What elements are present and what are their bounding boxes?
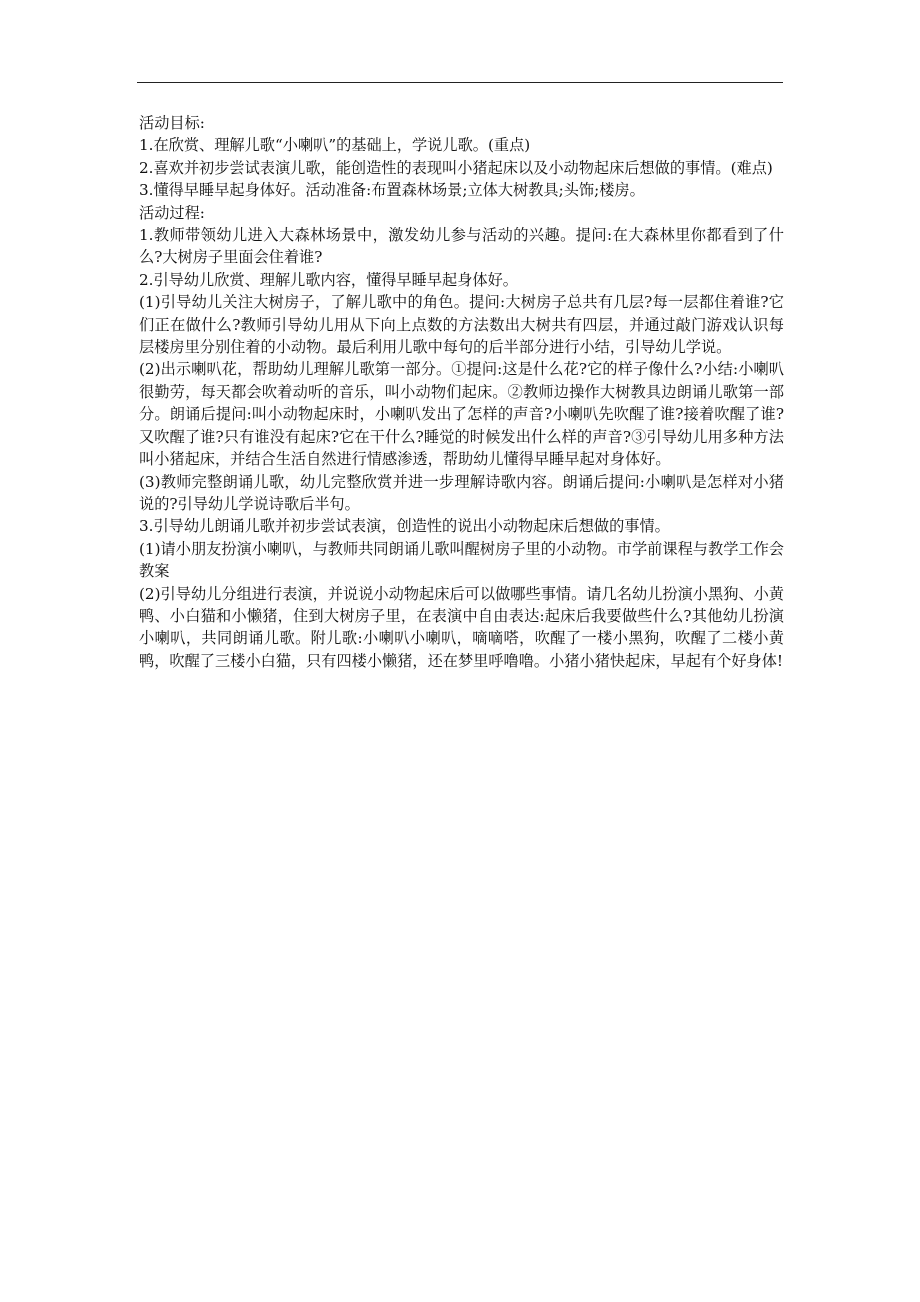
process-step-3: 3.引导幼儿朗诵儿歌并初步尝试表演，创造性的说出小动物起床后想做的事情。: [139, 517, 670, 536]
header-rule: [137, 82, 783, 83]
goal-item-1: 1.在欣赏、理解儿歌“小喇叭”的基础上，学说儿歌。(重点): [139, 136, 531, 155]
section-heading-goals: 活动目标:: [139, 114, 205, 132]
process-step-2-sub-1: (1)引导幼儿关注大树房子，了解儿歌中的角色。提问:大树房子总共有几层?每一层都住着谁?它们正在做什么?教师引导幼儿用从下向上点数的方法数出大树共有四层，并通过敲门游戏认识每层楼房里分别住着的小动物。最后利用儿歌中每句的后半部分进行小结，引导幼儿学说。: [139, 293, 784, 357]
section-heading-process: 活动过程:: [139, 203, 205, 222]
process-step-3-sub-2: (2)引导幼儿分组进行表演，并说说小动物起床后可以做哪些事情。请几名幼儿扮演小黑狗、小黄鸭、小白猫和小懒猪，住到大树房子里，在表演中自由表达:起床后我要做些什么?其他幼儿扮演小喇叭，共同朗诵儿歌。附儿歌:小喇叭小喇叭，嘀嘀嗒，吹醒了一楼小黑狗，吹醒了二楼小黄鸭，吹醒了三楼小白猫，只有四楼小懒猪，还在梦里呼噜噜。小猪小猪快起床，早起有个好身体!: [139, 584, 784, 670]
goal-item-3-and-preparation: 3.懂得早睡早起身体好。活动准备:布置森林场景;立体大树教具;头饰;楼房。: [139, 181, 645, 200]
document-body: [139, 112, 784, 672]
goal-item-2: 2.喜欢并初步尝试表演儿歌，能创造性的表现叫小猪起床以及小动物起床后想做的事情。(难点): [139, 158, 773, 177]
process-step-2: 2.引导幼儿欣赏、理解儿歌内容，懂得早睡早起身体好。: [139, 270, 518, 289]
process-step-3-sub-1: (1)请小朋友扮演小喇叭，与教师共同朗诵儿歌叫醒树房子里的小动物。市学前课程与教学工作会教案: [139, 539, 784, 581]
process-step-2-sub-3: (3)教师完整朗诵儿歌，幼儿完整欣赏并进一步理解诗歌内容。朗诵后提问:小喇叭是怎样对小猪说的?引导幼儿学说诗歌后半句。: [139, 472, 784, 513]
process-step-2-sub-2: (2)出示喇叭花，帮助幼儿理解儿歌第一部分。①提问:这是什么花?它的样子像什么?小结:小喇叭很勤劳，每天都会吹着动听的音乐，叫小动物们起床。②教师边操作大树教具边朗诵儿歌第一部分。朗诵后提问:叫小动物起床时，小喇叭发出了怎样的声音?小喇叭先吹醒了谁?接着吹醒了谁?又吹醒了谁?只有谁没有起床?它在干什么?睡觉的时候发出什么样的声音?③引导幼儿用多种方法叫小猪起床，并结合生活自然进行情感渗透，帮助幼儿懂得早睡早起对身体好。: [139, 360, 784, 469]
process-step-1: 1.教师带领幼儿进入大森林场景中，激发幼儿参与活动的兴趣。提问:在大森林里你都看到了什么?大树房子里面会住着谁?: [139, 226, 784, 267]
